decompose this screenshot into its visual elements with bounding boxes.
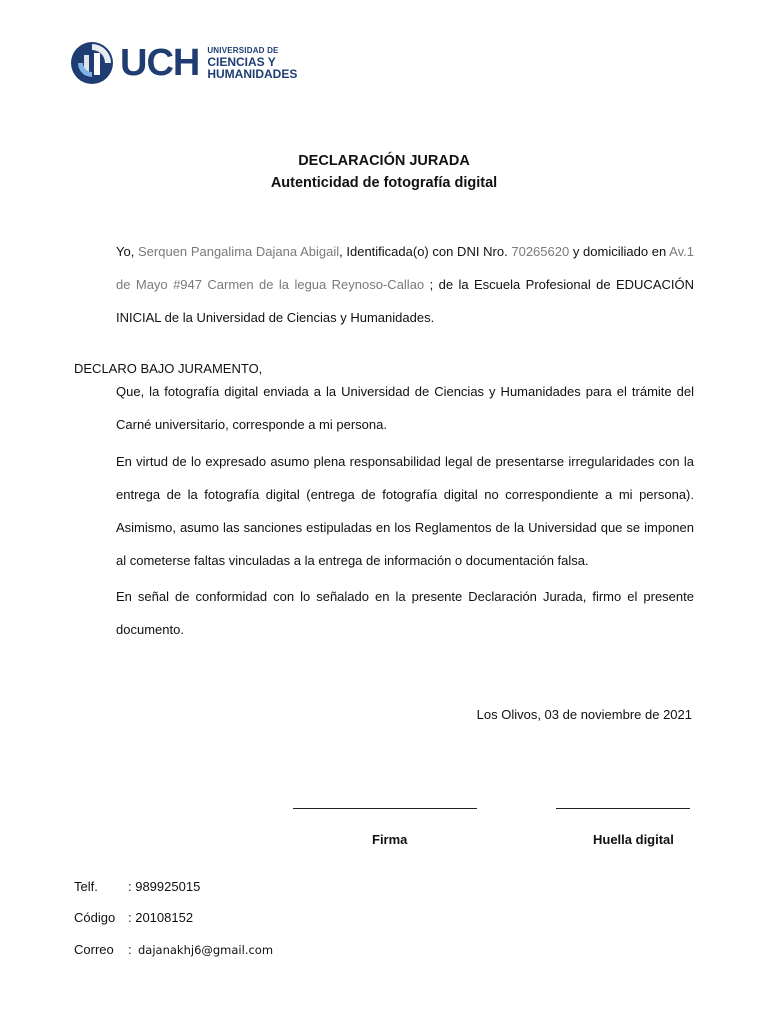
fingerprint-line (556, 808, 690, 810)
code-value: : 20108152 (128, 910, 194, 925)
document-title: DECLARACIÓN JURADA (298, 153, 470, 169)
intro-identificada: , Identificada(o) con DNI Nro. (339, 244, 512, 259)
intro-yo: Yo, (116, 244, 138, 259)
logo-name-line1: UNIVERSIDAD DE (207, 45, 279, 55)
signature-label: Firma (372, 832, 408, 847)
code-label: Código (74, 910, 116, 925)
fingerprint-label: Huella digital (593, 832, 674, 847)
contact-code (74, 908, 193, 928)
contact-phone (74, 877, 200, 897)
phone-value: : 989925015 (128, 879, 201, 894)
university-logo (70, 40, 297, 86)
logo-name (207, 47, 297, 80)
dni-number: 70265620 (511, 244, 570, 259)
logo-name-line3: HUMANIDADES (207, 66, 298, 81)
declaro-heading: DECLARO BAJO JURAMENTO, (74, 361, 263, 376)
phone-label: Telf. (74, 879, 98, 894)
paragraph-responsibility: En virtud de lo expresado asumo plena responsabilidad legal de presentarse irregularidades con la entrega de la fotografía digital (entrega de fotografía digital no correspondiente a mi persona). Asimismo, asumo las sanciones estipuladas en los Reglamentos de la Universidad que se imponen al cometerse faltas vinculadas a la entrega de información o documentación falsa. (116, 454, 694, 568)
signature-line (293, 808, 477, 810)
place-date: Los Olivos, 03 de noviembre de 2021 (476, 707, 692, 722)
intro-escuela: ; de la Escuela Profesional de EDUCACIÓN INICIAL de la Universidad de Ciencias y Humanidades. (116, 277, 694, 325)
email-label: Correo (74, 942, 114, 957)
paragraph-conformity: En señal de conformidad con lo señalado en la presente Declaración Jurada, firmo el presente documento. (116, 589, 694, 637)
document-heading (0, 150, 768, 194)
document-subtitle: Autenticidad de fotografía digital (270, 175, 498, 191)
logo-acronym: UCH (120, 42, 200, 84)
logo-name-line2: CIENCIAS Y (207, 54, 276, 69)
declarant-address: Av.1 de Mayo #947 Carmen de la legua Reynoso-Callao (116, 244, 694, 292)
paragraph-photo-declaration: Que, la fotografía digital enviada a la Universidad de Ciencias y Humanidades para el trámite del Carné universitario, corresponde a mi persona. (116, 384, 694, 432)
intro-domicilio: y domiciliado en (569, 244, 670, 259)
contact-email (74, 940, 273, 960)
uch-emblem-icon (70, 41, 114, 85)
email-separator: : (128, 942, 132, 957)
declarant-name: Serquen Pangalima Dajana Abigail (138, 244, 340, 259)
email-value: dajanakhj6@gmail.com (138, 943, 274, 957)
intro-paragraph (74, 235, 694, 334)
